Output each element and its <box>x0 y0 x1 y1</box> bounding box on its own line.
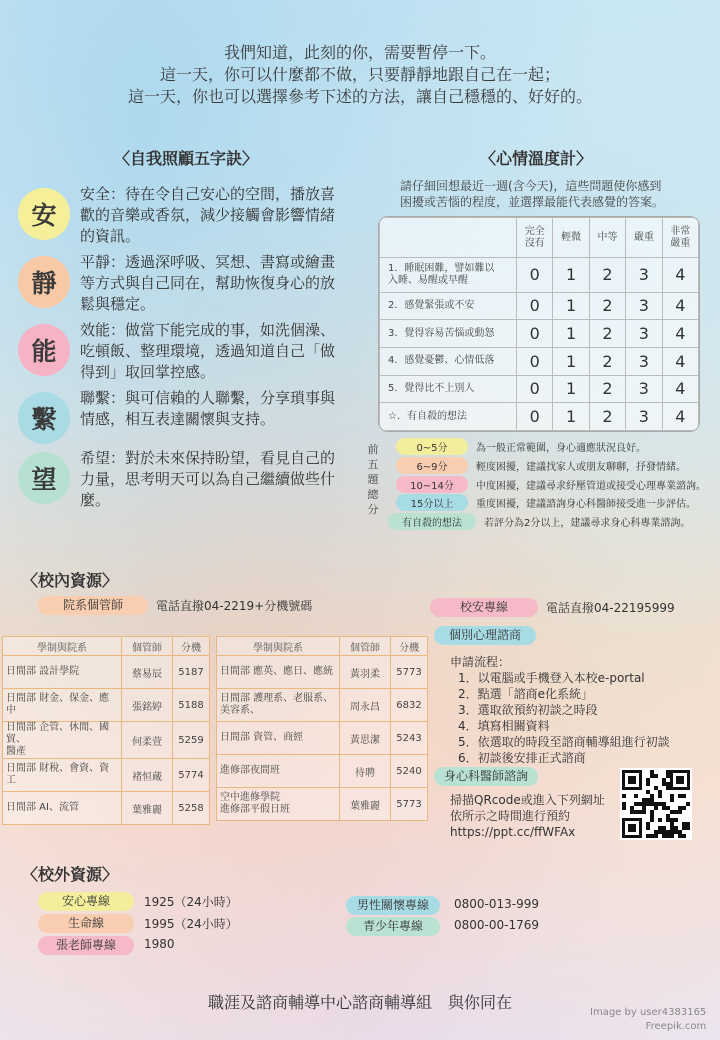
external-tag: 張老師專線 <box>38 936 134 955</box>
mood-header-cell: 嚴重 <box>626 218 662 258</box>
contact-dept: 日間部 應英、應日、應統 <box>217 656 340 689</box>
mood-score-option[interactable]: 4 <box>662 292 698 320</box>
legend-row <box>396 438 646 454</box>
counsel-step: 4．填寫相關資料 <box>458 719 550 733</box>
legend-range-pill: 0~5分 <box>396 438 468 455</box>
external-number: 1995（24小時） <box>144 917 238 931</box>
contact-extension: 5240 <box>391 755 428 788</box>
mood-score-option[interactable]: 0 <box>517 292 553 320</box>
contact-row <box>3 792 210 825</box>
mood-score-option[interactable]: 1 <box>553 375 589 403</box>
legend-row <box>396 476 706 492</box>
mood-score-option[interactable]: 1 <box>553 320 589 348</box>
external-number: 1980 <box>144 937 175 951</box>
mood-score-option[interactable]: 3 <box>626 292 662 320</box>
contact-dept: 日間部 資管、商經 <box>217 722 340 755</box>
self-care-char: 繫 <box>18 392 70 444</box>
security-tag: 校安專線 <box>430 598 538 617</box>
psych-note-line: 掃描QRcode或進入下列網址 <box>450 793 605 807</box>
contact-manager: 褚恒蔵 <box>122 759 173 792</box>
qr-code-icon[interactable] <box>620 768 692 840</box>
self-care-text: 效能：做當下能完成的事，如洗個澡、吃頓飯、整理環境，透過知道自己「做得到」取回掌控感。 <box>80 321 336 381</box>
mood-question: 1．睡眠困難，譬如難以 入睡、易醒或早醒 <box>380 258 517 293</box>
contact-header-cell: 學制與院系 <box>3 637 122 656</box>
self-care-char: 能 <box>18 324 70 376</box>
legend-desc: 重度困擾，建議諮詢身心科醫師接受進一步評估。 <box>476 498 696 510</box>
contact-dept: 日間部 護理系、老服系、 美容系、 <box>217 689 340 722</box>
mood-score-option[interactable]: 2 <box>589 403 625 431</box>
psych-url-link[interactable]: https://ppt.cc/ffWFAx <box>450 825 576 839</box>
mood-question: 3．覺得容易苦惱或動怒 <box>380 320 517 348</box>
mood-question-row <box>380 320 699 348</box>
counsel-tag: 個別心理諮商 <box>434 626 536 645</box>
mood-score-option[interactable]: 2 <box>589 320 625 348</box>
mood-score-option[interactable]: 2 <box>589 258 625 293</box>
mood-score-option[interactable]: 4 <box>662 258 698 293</box>
contact-header-cell: 個管師 <box>122 637 173 656</box>
mood-score-option[interactable]: 1 <box>553 292 589 320</box>
mood-score-option[interactable]: 0 <box>517 375 553 403</box>
external-tag: 生命線 <box>38 914 134 933</box>
external-number: 0800-00-1769 <box>454 918 540 932</box>
mood-score-option[interactable]: 4 <box>662 403 698 431</box>
external-tag: 青少年專線 <box>346 917 440 936</box>
mood-score-option[interactable]: 3 <box>626 403 662 431</box>
contact-row <box>3 722 210 759</box>
mood-header-cell: 中等 <box>589 218 625 258</box>
external-tag: 男性關懷專線 <box>346 896 440 915</box>
contact-manager: 蔡易辰 <box>122 656 173 689</box>
self-care-text: 安全：待在令自己安心的空間，播放喜歡的音樂或香氛，減少接觸會影響情緒的資訊。 <box>80 185 336 245</box>
mood-score-option[interactable]: 0 <box>517 320 553 348</box>
mood-question: 4．感覺憂鬱、心情低落 <box>380 347 517 375</box>
contact-manager: 葉雅麗 <box>122 792 173 825</box>
contact-dept: 空中進修學院 進修部平假日班 <box>217 788 340 821</box>
contact-row <box>217 755 428 788</box>
mood-score-option[interactable]: 0 <box>517 258 553 293</box>
external-tag: 安心專線 <box>38 892 134 911</box>
contact-manager: 周永昌 <box>340 689 391 722</box>
mood-header-row <box>380 218 699 258</box>
contact-extension: 6832 <box>391 689 428 722</box>
legend-range-pill: 有自殺的想法 <box>388 513 476 530</box>
contact-dept: 進修部夜間班 <box>217 755 340 788</box>
mood-score-option[interactable]: 2 <box>589 292 625 320</box>
contact-manager: 待聘 <box>340 755 391 788</box>
contact-header-cell: 個管師 <box>340 637 391 656</box>
contact-extension: 5259 <box>173 722 210 759</box>
contact-row <box>3 759 210 792</box>
dept-phone: 電話直撥04-2219+分機號碼 <box>156 599 313 613</box>
legend-range-pill: 10~14分 <box>396 476 468 493</box>
self-care-char: 望 <box>18 452 70 504</box>
self-care-item <box>18 184 338 246</box>
mood-score-option[interactable]: 3 <box>626 375 662 403</box>
contact-row <box>217 656 428 689</box>
contact-row <box>217 689 428 722</box>
legend-desc: 輕度困擾，建議找家人或朋友聊聊，抒發情緒。 <box>476 461 686 473</box>
contact-header-cell: 學制與院系 <box>217 637 340 656</box>
intro-line: 這一天，你可以什麼都不做，只要靜靜地跟自己在一起； <box>159 65 560 84</box>
mood-intro <box>400 178 664 210</box>
mood-question-row <box>380 258 699 293</box>
contact-manager: 何柔萱 <box>122 722 173 759</box>
legend-range-pill: 6~9分 <box>396 457 468 474</box>
counsel-step: 申請流程： <box>450 655 511 669</box>
mood-score-option[interactable]: 4 <box>662 320 698 348</box>
self-care-text: 平靜：透過深呼吸、冥想、書寫或繪畫等方式與自己同在，幫助恢復身心的放鬆與穩定。 <box>80 253 336 313</box>
contact-manager: 黃羽柔 <box>340 656 391 689</box>
credit-line: Image by user4383165 <box>590 1007 707 1018</box>
mood-question: 2．感覺緊張或不安 <box>380 292 517 320</box>
legend-desc: 中度困擾，建議尋求紓壓管道或接受心理專業諮詢。 <box>476 480 706 492</box>
counsel-step: 5．依選取的時段至諮商輔導組進行初談 <box>458 735 670 749</box>
contact-table-right <box>216 636 428 821</box>
contact-row <box>3 656 210 689</box>
image-credit <box>590 1006 706 1034</box>
self-care-item <box>18 252 338 314</box>
mood-score-option[interactable]: 1 <box>553 403 589 431</box>
contact-extension: 5773 <box>391 656 428 689</box>
mood-score-option[interactable]: 2 <box>589 375 625 403</box>
external-number: 0800-013-999 <box>454 897 540 911</box>
counsel-step: 1．以電腦或手機登入本校e-portal <box>458 671 645 685</box>
contact-extension: 5243 <box>391 722 428 755</box>
contact-manager: 葉雅麗 <box>340 788 391 821</box>
mood-score-option[interactable]: 3 <box>626 320 662 348</box>
mood-question: 5．覺得比不上別人 <box>380 375 517 403</box>
mood-score-option[interactable]: 1 <box>553 258 589 293</box>
legend-row <box>388 513 690 529</box>
mood-question-row <box>380 375 699 403</box>
contact-row <box>3 689 210 722</box>
mood-header-blank <box>380 218 517 258</box>
contact-extension: 5258 <box>173 792 210 825</box>
mood-score-option[interactable]: 4 <box>662 347 698 375</box>
contact-dept: 日間部 財金、保金、應中 <box>3 689 122 722</box>
self-care-title: 〈自我照顧五字訣〉 <box>114 149 259 168</box>
mood-title: 〈心情溫度計〉 <box>480 149 593 168</box>
counsel-step: 3．選取欲預約初談之時段 <box>458 703 598 717</box>
mood-score-option[interactable]: 3 <box>626 347 662 375</box>
mood-score-option[interactable]: 0 <box>517 403 553 431</box>
psych-note-line: 依所示之時間進行預約 <box>450 809 571 823</box>
self-care-char: 安 <box>18 188 70 240</box>
mood-header-cell: 輕微 <box>553 218 589 258</box>
legend-desc: 為一般正常範圍，身心適應狀況良好。 <box>476 442 646 454</box>
self-care-item <box>18 448 338 510</box>
intro-text <box>0 42 720 108</box>
credit-line: Freepik.com <box>645 1021 707 1032</box>
legend-desc: 若評分為2分以上，建議尋求身心科專業諮詢。 <box>484 517 691 529</box>
mood-question-row <box>380 403 699 431</box>
self-care-text: 希望：對於未來保持盼望，看見自己的力量，思考明天可以為自己繼續做些什麼。 <box>80 449 336 509</box>
counsel-step: 2．點選「諮商e化系統」 <box>458 687 594 701</box>
contact-manager: 黃思潔 <box>340 722 391 755</box>
self-care-text: 聯繫：與可信賴的人聯繫，分享瑣事與情感，相互表達關懷與支持。 <box>80 389 336 428</box>
psych-tag: 身心科醫師諮詢 <box>434 767 538 786</box>
mood-score-option[interactable]: 0 <box>517 347 553 375</box>
contact-dept: 日間部 設計學院 <box>3 656 122 689</box>
contact-row <box>217 788 428 821</box>
contact-table-left <box>2 636 210 825</box>
self-care-item <box>18 320 338 382</box>
counsel-steps <box>450 654 670 766</box>
mood-question-row <box>380 292 699 320</box>
mood-score-option[interactable]: 2 <box>589 347 625 375</box>
mood-score-option[interactable]: 4 <box>662 375 698 403</box>
mood-question: ☆．有自殺的想法 <box>380 403 517 431</box>
legend-row <box>396 457 686 473</box>
intro-line: 我們知道，此刻的你，需要暫停一下。 <box>223 43 496 62</box>
intro-line: 這一天，你也可以選擇參考下述的方法，讓自己穩穩的、好好的。 <box>127 87 592 106</box>
self-care-char: 靜 <box>18 256 70 308</box>
mood-header-cell: 非常 嚴重 <box>662 218 698 258</box>
contact-extension: 5773 <box>391 788 428 821</box>
footer-text: 職涯及諮商輔導中心諮商輔導組 與你同在 <box>207 993 512 1012</box>
contact-extension: 5187 <box>173 656 210 689</box>
legend-range-pill: 15分以上 <box>396 494 468 511</box>
mood-score-option[interactable]: 1 <box>553 347 589 375</box>
contact-row <box>217 722 428 755</box>
legend-row <box>396 494 696 510</box>
contact-header-cell: 分機 <box>391 637 428 656</box>
mood-score-option[interactable]: 3 <box>626 258 662 293</box>
legend-side-label: 前五題總分 <box>367 443 379 516</box>
mood-table <box>378 216 700 432</box>
external-number: 1925（24小時） <box>144 895 238 909</box>
contact-header-row <box>3 637 210 656</box>
mood-intro-line: 請仔細回想最近一週(含今天)，這些問題使你感到 <box>400 179 662 193</box>
dept-tag: 院系個管師 <box>38 596 148 615</box>
psych-note <box>450 792 605 840</box>
contact-extension: 5188 <box>173 689 210 722</box>
campus-title: 〈校內資源〉 <box>22 571 119 590</box>
contact-header-cell: 分機 <box>173 637 210 656</box>
contact-dept: 日間部 財稅、會資、資工 <box>3 759 122 792</box>
contact-manager: 張銘婷 <box>122 689 173 722</box>
security-phone: 電話直撥04-22195999 <box>546 601 675 615</box>
external-title: 〈校外資源〉 <box>22 865 119 884</box>
self-care-item <box>18 388 338 450</box>
contact-header-row <box>217 637 428 656</box>
contact-dept: 日間部 企管、休閒、國貿、 醫產 <box>3 722 122 759</box>
contact-dept: 日間部 AI、流管 <box>3 792 122 825</box>
contact-extension: 5774 <box>173 759 210 792</box>
counsel-step: 6．初談後安排正式諮商 <box>458 751 586 765</box>
mood-question-row <box>380 347 699 375</box>
mood-intro-line: 困擾或苦惱的程度，並選擇最能代表感覺的答案。 <box>400 195 665 209</box>
mood-header-cell: 完全 沒有 <box>517 218 553 258</box>
